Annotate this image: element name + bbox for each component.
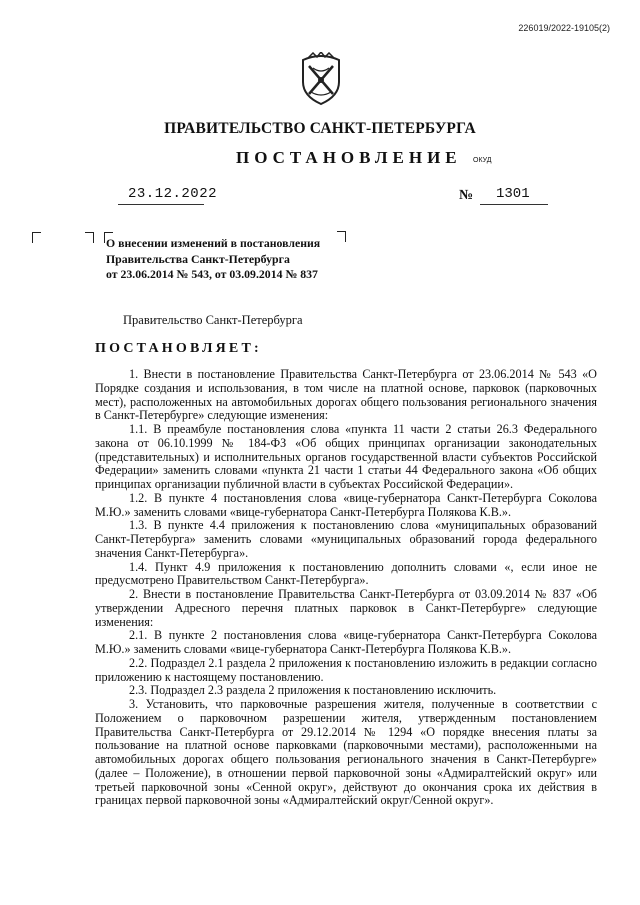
subject-line: от 23.06.2014 № 543, от 03.09.2014 № 837: [106, 267, 318, 281]
okud-label: ОКУД: [473, 157, 492, 164]
date-underline: [118, 204, 204, 205]
corner-mark: [85, 232, 94, 243]
government-line: Правительство Санкт-Петербурга: [123, 313, 303, 327]
paragraph-1: 1. Внести в постановление Правительства Санкт-Петербурга от 23.06.2014 № 543 «О Порядке создания и использования, в том числе на платной основе, парковок (парковочных мест), расположенных на автомобильных дорогах общего пользования регионального значения в Санкт-Петербурге» следующие изменения:: [95, 367, 597, 423]
decree-number: 1301: [496, 186, 530, 202]
decree-title: ПОСТАНОВЛЕНИЕ: [236, 148, 462, 167]
coat-of-arms-icon: [299, 52, 343, 106]
number-sign: №: [459, 188, 474, 203]
paragraph-1-4: 1.4. Пункт 4.9 приложения к постановлению дополнить словами «, если иное не предусмотрено Правительством Санкт-Петербурга».: [95, 559, 597, 588]
decree-body: [95, 368, 597, 808]
paragraph-2: 2. Внести в постановление Правительства Санкт-Петербурга от 03.09.2014 № 837 «Об утверждении Адресного перечня платных парковок в Санкт-Петербурге» следующие изменения:: [95, 587, 597, 629]
decree-date: 23.12.2022: [128, 186, 218, 202]
subject-line: О внесении изменений в постановления: [106, 236, 321, 250]
paragraph-1-3: 1.3. В пункте 4.4 приложения к постановлению слова «муниципальных образований Санкт-Петербурга» заменить словами «муниципальных образований города федерального значения Санкт-Петербурга».: [95, 518, 597, 560]
paragraph-1-1: 1.1. В преамбуле постановления слова «пункта 11 части 2 статьи 26.3 Федерального закона от 06.10.1999 № 184-ФЗ «Об общих принципах организации законодательных (представительных) и исполнительных органов государственной власти субъектов Российской Федерации» заменить словами «пункта 21 части 1 статьи 44 Федерального закона «Об общих принципах организации публичной власти в субъектах Российской Федерации».: [95, 422, 597, 491]
corner-mark: [32, 232, 41, 243]
government-title: ПРАВИТЕЛЬСТВО САНКТ-ПЕТЕРБУРГА: [164, 120, 476, 137]
paragraph-3: 3. Установить, что парковочные разрешения жителя, полученные в соответствии с Положением о парковочном разрешении жителя, утвержденным постановлением Правительства Санкт-Петербурга от 29.12.2014 № 1294 «О порядке внесения платы за пользование на платной основе парковками (парковочными местами), расположенными на автомобильных дорогах общего пользования регионального значения в Санкт-Петербурге» (далее – Положение), в отношении первой парковочной зоны «Адмиралтейский округ» или третьей парковочной зоны «Сенной округ», действуют до окончания срока их действия в границах первой парковочной зоны «Адмиралтейский округ/Сенной округ».: [95, 697, 597, 808]
paragraph-2-3: 2.3. Подраздел 2.3 раздела 2 приложения к постановлению исключить.: [129, 683, 497, 698]
paragraph-2-2: 2.2. Подраздел 2.1 раздела 2 приложения к постановлению изложить в редакции согласно приложению к настоящему постановлению.: [95, 655, 597, 684]
resolves-heading: ПОСТАНОВЛЯЕТ:: [95, 341, 262, 356]
subject-line: Правительства Санкт-Петербурга: [106, 251, 290, 266]
paragraph-2-1: 2.1. В пункте 2 постановления слова «вице-губернатора Санкт-Петербурга Соколова М.Ю.» заменить словами «вице-губернатора Санкт-Петербурга Полякова К.В.».: [95, 628, 597, 656]
paragraph-1-2: 1.2. В пункте 4 постановления слова «вице-губернатора Санкт-Петербурга Соколова М.Ю.» заменить словами «вице-губернатора Санкт-Петербурга Полякова К.В.».: [95, 490, 597, 519]
number-underline: [480, 204, 548, 205]
document-id: 226019/2022-19105(2): [518, 23, 610, 33]
decree-subject: [106, 236, 406, 283]
